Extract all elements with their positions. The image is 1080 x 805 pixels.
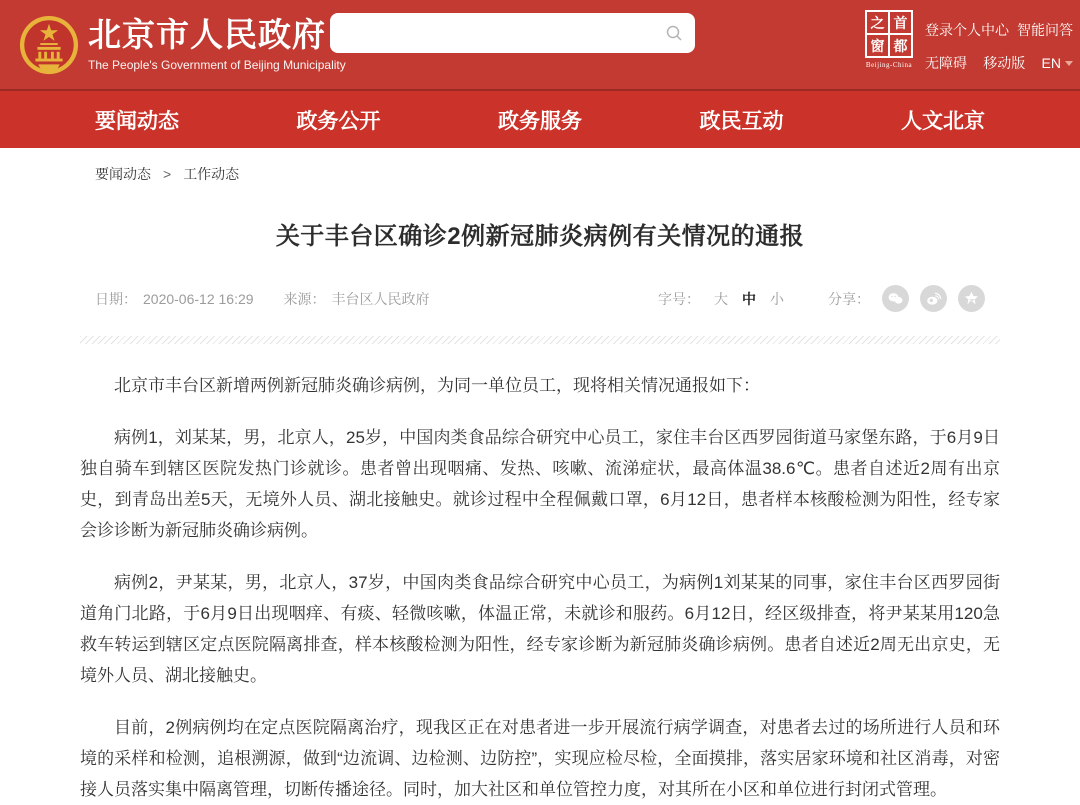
- source-value: 丰台区人民政府: [331, 290, 430, 307]
- breadcrumb: [80, 148, 1000, 184]
- article-meta-row: [80, 285, 1000, 312]
- article-paragraph: 病例1，刘某某，男，北京人，25岁，中国肉类食品综合研究中心员工，家住丰台区西罗园街道马家堡东路，于6月9日独自骑车到辖区医院发热门诊就诊。患者曾出现咽痛、发热、咳嗽、流涕症状，最高体温38.6℃。患者自述近2周有出京史，到青岛出差5天，无境外人员、湖北接触史。就诊过程中全程佩戴口罩，6月12日，患者样本核酸检测为阳性，经专家会诊诊断为新冠肺炎确诊病例。: [80, 428, 1000, 540]
- mobile-version-link[interactable]: 移动版: [983, 55, 1026, 71]
- share-icons: [882, 285, 985, 312]
- date-value: 2020-06-12 16:29: [143, 290, 254, 307]
- portal-char: 都: [890, 35, 911, 56]
- portal-char: 窗: [867, 35, 888, 56]
- article-paragraph: 目前，2例病例均在定点医院隔离治疗，现我区正在对患者进一步开展流行病学调查，对患者去过的场所进行人员和环境的采样和检测，追根溯源，做到“边流调、边检测、边防控”，实现应检尽检，全面摸排，落实居家环境和社区消毒，对密接人员落实集中隔离管理，切断传播途径。同时，加大社区和单位管控力度，对其所在小区和单位进行封闭式管理。: [80, 718, 1000, 799]
- article-title: 关于丰台区确诊2例新冠肺炎病例有关情况的通报: [275, 223, 805, 250]
- qzone-star-icon: [962, 289, 981, 308]
- header-links-row-2: [925, 53, 1073, 73]
- header-links-row-1: [925, 20, 1073, 40]
- breadcrumb-separator: >: [163, 166, 172, 182]
- wechat-icon: [886, 289, 905, 308]
- share-qzone-button[interactable]: [958, 285, 985, 312]
- date-label: 日期：: [95, 290, 137, 307]
- font-size-label: 字号：: [658, 290, 700, 307]
- accessibility-link[interactable]: 无障碍: [925, 55, 967, 71]
- language-label: EN: [1041, 55, 1061, 71]
- nav-item-news[interactable]: 要闻动态: [95, 109, 179, 133]
- font-size-medium[interactable]: 中: [742, 290, 756, 307]
- site-header: [0, 0, 1080, 91]
- article-meta-right: [658, 285, 985, 312]
- article-paragraph: 病例2，尹某某，男，北京人，37岁，中国肉类食品综合研究中心员工，为病例1刘某某的同事，家住丰台区西罗园街道角门北路，于6月9日出现咽痒、有痰、轻微咳嗽，体温正常，未就诊和服药。6月12日，经区级排查，将尹某某用120急救车转运到辖区定点医院隔离排查，样本核酸检测为阳性，经专家诊断为新冠肺炎确诊病例。患者自述近2周无出京史，无境外人员、湖北接触史。: [80, 573, 1000, 685]
- weibo-icon: [924, 289, 943, 308]
- portal-char: 首: [890, 12, 911, 33]
- content-area: [0, 148, 1080, 805]
- nav-item-gov-disclosure[interactable]: 政务公开: [296, 109, 381, 133]
- search-button[interactable]: [653, 13, 695, 53]
- site-subtitle: The People's Government of Beijing Municipality: [88, 58, 346, 72]
- portal-caption: Beijing-China: [865, 61, 913, 69]
- header-links: [925, 20, 1073, 73]
- national-emblem-icon: [18, 14, 80, 76]
- article-meta-left: [95, 289, 430, 309]
- capital-window-logo[interactable]: [862, 10, 916, 69]
- capital-window-square: [865, 10, 913, 58]
- site-title: 北京市人民政府: [88, 16, 326, 53]
- nav-item-gov-services[interactable]: 政务服务: [498, 109, 582, 133]
- share-weibo-button[interactable]: [920, 285, 947, 312]
- source-label: 来源：: [283, 290, 326, 307]
- search-icon: [664, 23, 684, 43]
- breadcrumb-level2[interactable]: 工作动态: [183, 166, 240, 182]
- login-link[interactable]: 登录个人中心: [925, 22, 1009, 38]
- smart-qa-link[interactable]: 智能问答: [1017, 22, 1073, 38]
- hatched-divider: [80, 336, 1000, 344]
- nav-item-culture[interactable]: 人文北京: [901, 109, 985, 133]
- search-box: [330, 13, 695, 53]
- caret-down-icon: [1065, 61, 1073, 66]
- main-nav: [0, 91, 1080, 148]
- font-size-large[interactable]: 大: [714, 290, 728, 307]
- article-body: [80, 370, 1000, 805]
- site-title-block: [88, 17, 346, 72]
- search-input[interactable]: [330, 13, 653, 53]
- font-size-small[interactable]: 小: [770, 290, 784, 307]
- article-paragraph: 北京市丰台区新增两例新冠肺炎确诊病例，为同一单位员工，现将相关情况通报如下：: [114, 376, 760, 395]
- language-selector[interactable]: [1042, 55, 1073, 71]
- national-emblem-logo[interactable]: [18, 14, 80, 76]
- portal-char: 之: [867, 12, 888, 33]
- share-label: 分享：: [828, 290, 870, 307]
- breadcrumb-level1[interactable]: 要闻动态: [95, 166, 151, 182]
- share-wechat-button[interactable]: [882, 285, 909, 312]
- nav-item-interaction[interactable]: 政民互动: [699, 109, 784, 133]
